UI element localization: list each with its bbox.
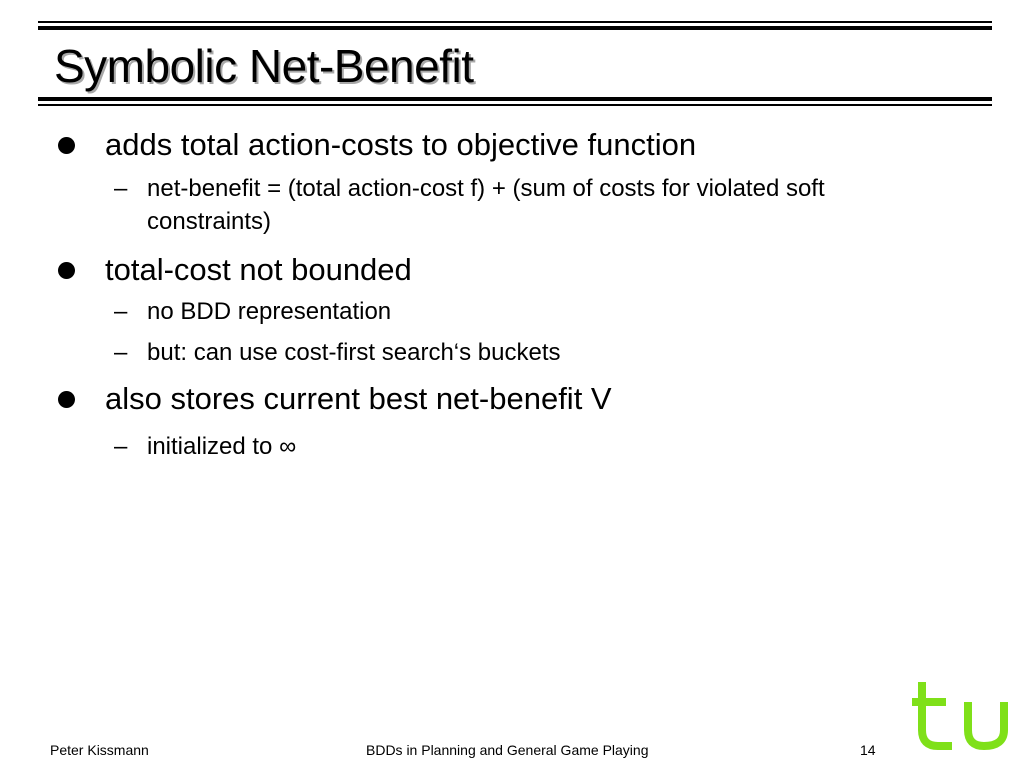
sub-bullet-item [56,295,947,328]
dash-icon: – [114,175,128,202]
title-rule-bottom-thin [38,104,992,106]
dash-icon: – [114,339,128,366]
bullet-list [56,126,976,463]
slide-title: Symbolic Net-Benefit [54,40,474,92]
bullet-item-text: total-cost not bounded [105,252,412,287]
bullet-item-text: adds total action-costs to objective function [105,127,697,162]
bullet-item [56,380,976,418]
bullet-item-text: also stores current best net-benefit V [105,381,612,416]
bullet-item [56,126,976,164]
sub-bullet-item [56,172,947,238]
tu-logo [906,680,1016,756]
sub-bullet-item [56,430,947,463]
footer-page-number: 14 [860,742,876,758]
sub-bullet-item-text: initialized to ∞ [147,433,297,460]
sub-bullet-item-text: net-benefit = (total action-cost f) + (sum of costs for violated soft constraints) [147,175,825,235]
bullet-item [56,251,976,289]
dash-icon: – [114,298,128,325]
title-rule-top-thick [38,26,992,30]
dash-icon: – [114,433,128,460]
sub-bullet-item-text: no BDD representation [147,298,392,325]
footer-author: Peter Kissmann [50,742,149,758]
bullet-dot-icon [58,262,75,279]
title-rule-top-thin [38,21,992,23]
sub-bullet-item [56,336,947,369]
title-rule-bottom-thick [38,97,992,101]
footer-talk-title: BDDs in Planning and General Game Playing [366,742,649,758]
bullet-dot-icon [58,391,75,408]
sub-bullet-item-text: but: can use cost-first search‘s buckets [147,339,561,366]
bullet-dot-icon [58,137,75,154]
